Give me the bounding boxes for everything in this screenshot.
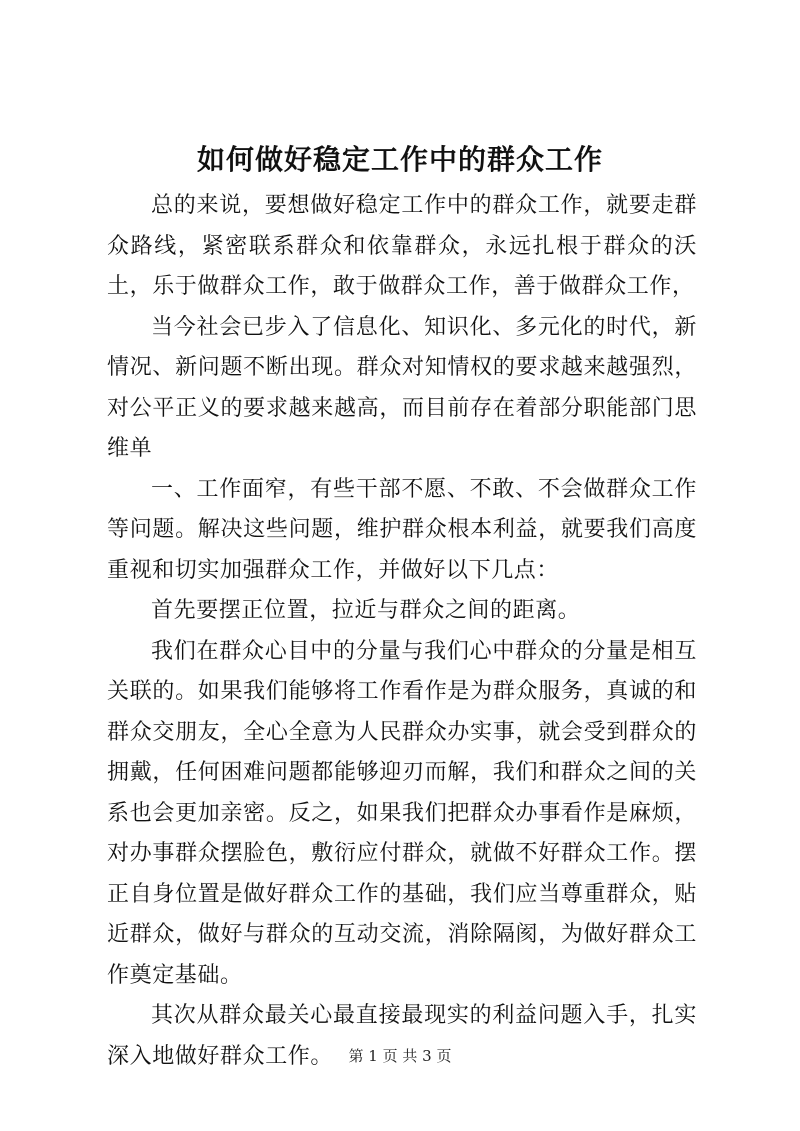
paragraph-2: 当今社会已步入了信息化、知识化、多元化的时代，新情况、新问题不断出现。群众对知情权的要求越来越强烈，对公平正义的要求越来越高，而目前存在着部分职能部门思维单 [107, 314, 697, 461]
paragraph-5: 我们在群众心目中的分量与我们心中群众的分量是相互关联的。如果我们能够将工作看作是为群众服务，真诚的和群众交朋友，全心全意为人民群众办实事，就会受到群众的拥戴，任何困难问题都能够迎刃而解，我们和群众之间的关系也会更加亲密。反之，如果我们把群众办事看作是麻烦，对办事群众摆脸色，敷衍应付群众，就做不好群众工作。摆正自身位置是做好群众工作的基础，我们应当尊重群众，贴近群众，做好与群众的互动交流，消除隔阂，为做好群众工作奠定基础。 [107, 638, 697, 988]
paragraph-1: 总的来说，要想做好稳定工作中的群众工作，就要走群众路线，紧密联系群众和依靠群众，永远扎根于群众的沃土，乐于做群众工作，敢于做群众工作，善于做群众工作， [107, 193, 697, 299]
paragraph-3: 一、工作面窄，有些干部不愿、不敢、不会做群众工作等问题。解决这些问题，维护群众根本利益，就要我们高度重视和切实加强群众工作，并做好以下几点： [107, 476, 697, 583]
paragraph-6: 其次从群众最关心最直接最现实的利益问题入手，扎实深入地做好群众工作。 [107, 1003, 697, 1069]
document-title: 如何做好稳定工作中的群众工作 [196, 143, 603, 176]
page-footer: 第 1 页 共 3 页 [348, 1047, 452, 1065]
document-body [107, 186, 697, 1077]
paragraph-4: 首先要摆正位置，拉近与群众之间的距离。 [151, 598, 581, 623]
